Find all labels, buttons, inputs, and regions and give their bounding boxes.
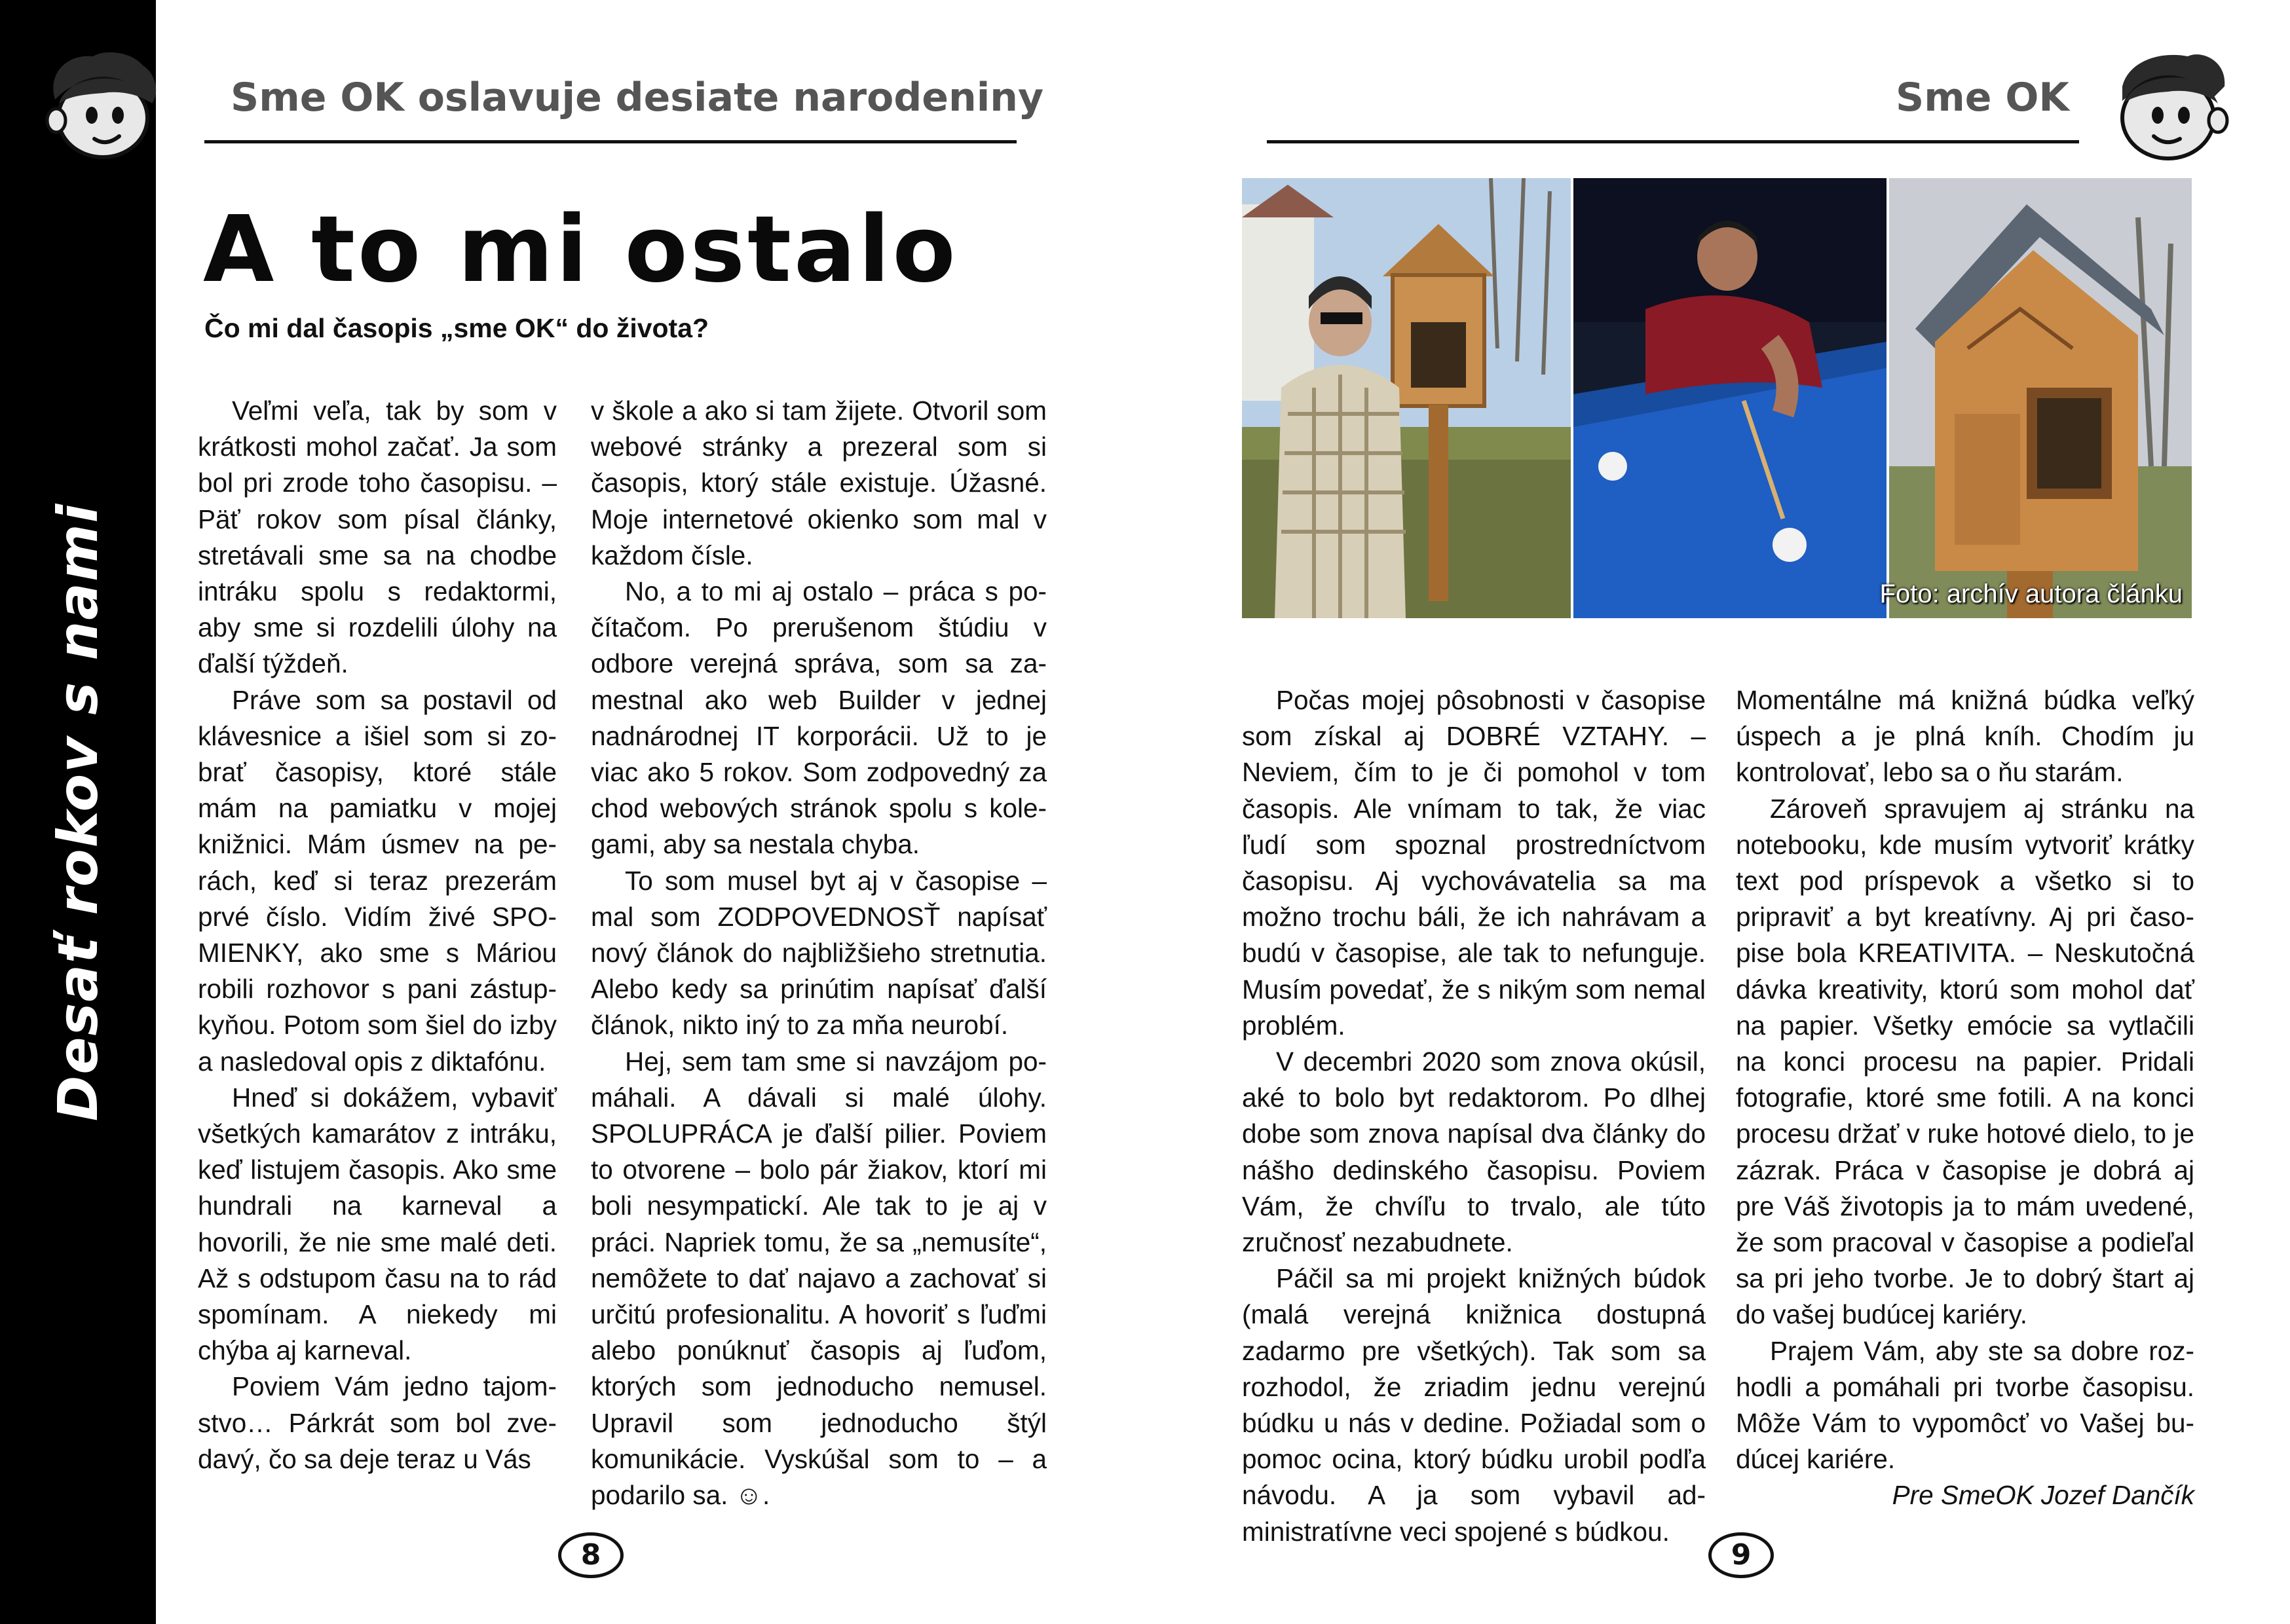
right-header-rule [1267, 140, 2079, 143]
left-header-rule [204, 140, 1017, 143]
left-running-head: Sme OK oslavuje desiate narodeniny [231, 75, 1044, 120]
paragraph: Hej, sem tam sme si navzájom pomáhali. A dávali si malé úlohy. SPOLUPRÁCA je ďalší pilier. Poviem to otvorene – bolo pár žiakov, ktorí mi boli nesympatickí. Ale tak to je aj v práci. Napriek tomu, že sa „nemusíte“, nemôžete to dať najavo a zachovať si určitú profesionalitu. A hovoriť s ľuďmi alebo ponúknuť časopis aj ľuďom, ktorých som jednoducho nemusel. Upravil som jednoducho štýl komunikácie. Vyskúšal som to – a podarilo sa. ☺. [591, 1046, 1047, 1511]
paragraph: No, a to mi aj ostalo – práca s počítačom. Po prerušenom štúdiu v odbore verejná správa, som sa zamestnal ako web Builder v jednej nadnárodnej IT korporácii. Už to je viac ako 5 rokov. Som zodpovedný za chod webových stránok spolu s kolegami, aby sa nestala chyba. [591, 576, 1047, 860]
photo-book-box [1889, 178, 2192, 618]
right-column-1 [1242, 682, 1706, 1550]
photo-billiards [1573, 178, 1886, 618]
paragraph: Práve som sa postavil od klávesnice a išiel som si zobrať časopisy, ktoré stále mám na pamiatku v mojej knižnici. Mám úsmev na perách, keď si teraz prezerám prvé číslo. Vidím živé SPOMIENKY, ako sme s Máriou robili rozhovor s pani zástupkyňou. Potom som šiel do izby a nasledoval opis z diktafónu. [198, 684, 557, 1077]
mascot-logo-left [41, 47, 165, 162]
paragraph: v škole a ako si tam žijete. Otvoril som webové stránky a prezeral som si časopis, ktorý stále existuje. Úžasné. Moje internetové okienko som mal v každom čísle. [591, 396, 1047, 570]
side-title [0, 0, 156, 1624]
article-title: A to mi ostalo [203, 196, 958, 303]
paragraph: V decembri 2020 som znova okúsil, aké to bolo byt redaktorom. Po dlhej dobe som znova napísal dva články do nášho dedinského časopisu. Poviem Vám, že chvíľu to trvalo, ale túto zručnosť nezabudnete. [1242, 1046, 1706, 1258]
paragraph: Hneď si dokážem, vybaviť všetkých kamarátov z intráku, keď listujem časopis. Ako sme hundrali na karneval a hovorili, že nie sme malé deti. Až s odstupom času na to rád spomínam. A niekedy mi chýba aj karneval. [198, 1082, 557, 1366]
right-column-2 [1736, 682, 2194, 1514]
paragraph: Veľmi veľa, tak by som v krátkosti mohol začať. Ja som bol pri zrode toho časopisu. – Päť rokov som písal články, stretávali sme sa na chodbe intráku spolu s redaktormi, aby sme si rozdelili úlohy na ďalší týždeň. [198, 396, 557, 679]
paragraph: Prajem Vám, aby ste sa dobre rozhodli a pomáhali pri tvorbe časopisu. Môže Vám to vypomôcť vo Vašej budúcej kariére. [1736, 1335, 2194, 1475]
paragraph: Poviem Vám jedno tajomstvo… Párkrát som bol zvedavý, čo sa deje teraz u Vás [198, 1371, 557, 1474]
article-subtitle: Čo mi dal časopis „sme OK“ do života? [204, 313, 709, 343]
left-column-2 [591, 393, 1047, 1513]
photo-man-with-book-box [1242, 178, 1571, 618]
paragraph: Počas mojej pôsobnosti v časopise som získal aj DOBRÉ VZTAHY. – Neviem, čím to je či pomohol v tom časopis. Ale vnímam to tak, že viac ľudí som spoznal prostredníctvom časopisu. Aj vychovávatelia sa ma možno trochu báli, že ich nahrávam a budú v časopise, ale tak to nefunguje. Musím povedať, že s nikým som nemal problém. [1242, 685, 1706, 1041]
paragraph: To som musel byt aj v časopise – mal som ZODPOVEDNOSŤ napísať nový článok do najbližšieho stretnutia. Alebo kedy sa prinútim napísať ďalší článok, nikto iný to za mňa neurobí. [591, 865, 1047, 1041]
paragraph: Momentálne má knižná búdka veľký úspech a je plná kníh. Chodím ju kontrolovať, lebo sa o ňu starám. [1736, 685, 2194, 788]
page-number-left: 8 [558, 1532, 624, 1578]
photo-caption: Foto: archív autora článku [1879, 580, 2183, 608]
right-running-head: Sme OK [1896, 75, 2069, 120]
paragraph: Zároveň spravujem aj stránku na notebooku, kde musím vytvoriť krátky text pod príspevok a všetko si to pripraviť a byt kreatívny. Aj pri časopise bola KREATIVITA. – Neskutočná dávka kreativity, ktorú som mohol dať na papier. Všetky emócie sa vytlačili na konci procesu na papier. Pridali fotografie, ktoré sme fotili. A na konci procesu držať v ruke hotové dielo, to je zázrak. Práca v časopise je dobrá aj pre Váš životopis ja to mám uvedené, že som pracoval v časopise a podieľal sa pri jeho tvorbe. Je to dobrý štart aj do vašej budúcej kariéry. [1736, 793, 2194, 1330]
photo-strip [1242, 178, 2192, 618]
left-column-1 [198, 393, 557, 1477]
author-signature: Pre SmeOK Jozef Dančík [1892, 1480, 2194, 1511]
mascot-logo-right [2103, 47, 2234, 165]
paragraph: Páčil sa mi projekt knižných búdok (malá verejná knižnica dostupná zadarmo pre všetkých). Tak som sa rozhodol, že zriadim jednu verejnú búdku u nás v dedine. Požiadal som o pomoc ocina, ktorý búdku urobil podľa návodu. A ja som vybavil administratívne veci spojené s búdkou. [1242, 1263, 1706, 1547]
side-title-text: Desať rokov s nami [46, 502, 110, 1122]
page-number-right: 9 [1708, 1532, 1774, 1578]
